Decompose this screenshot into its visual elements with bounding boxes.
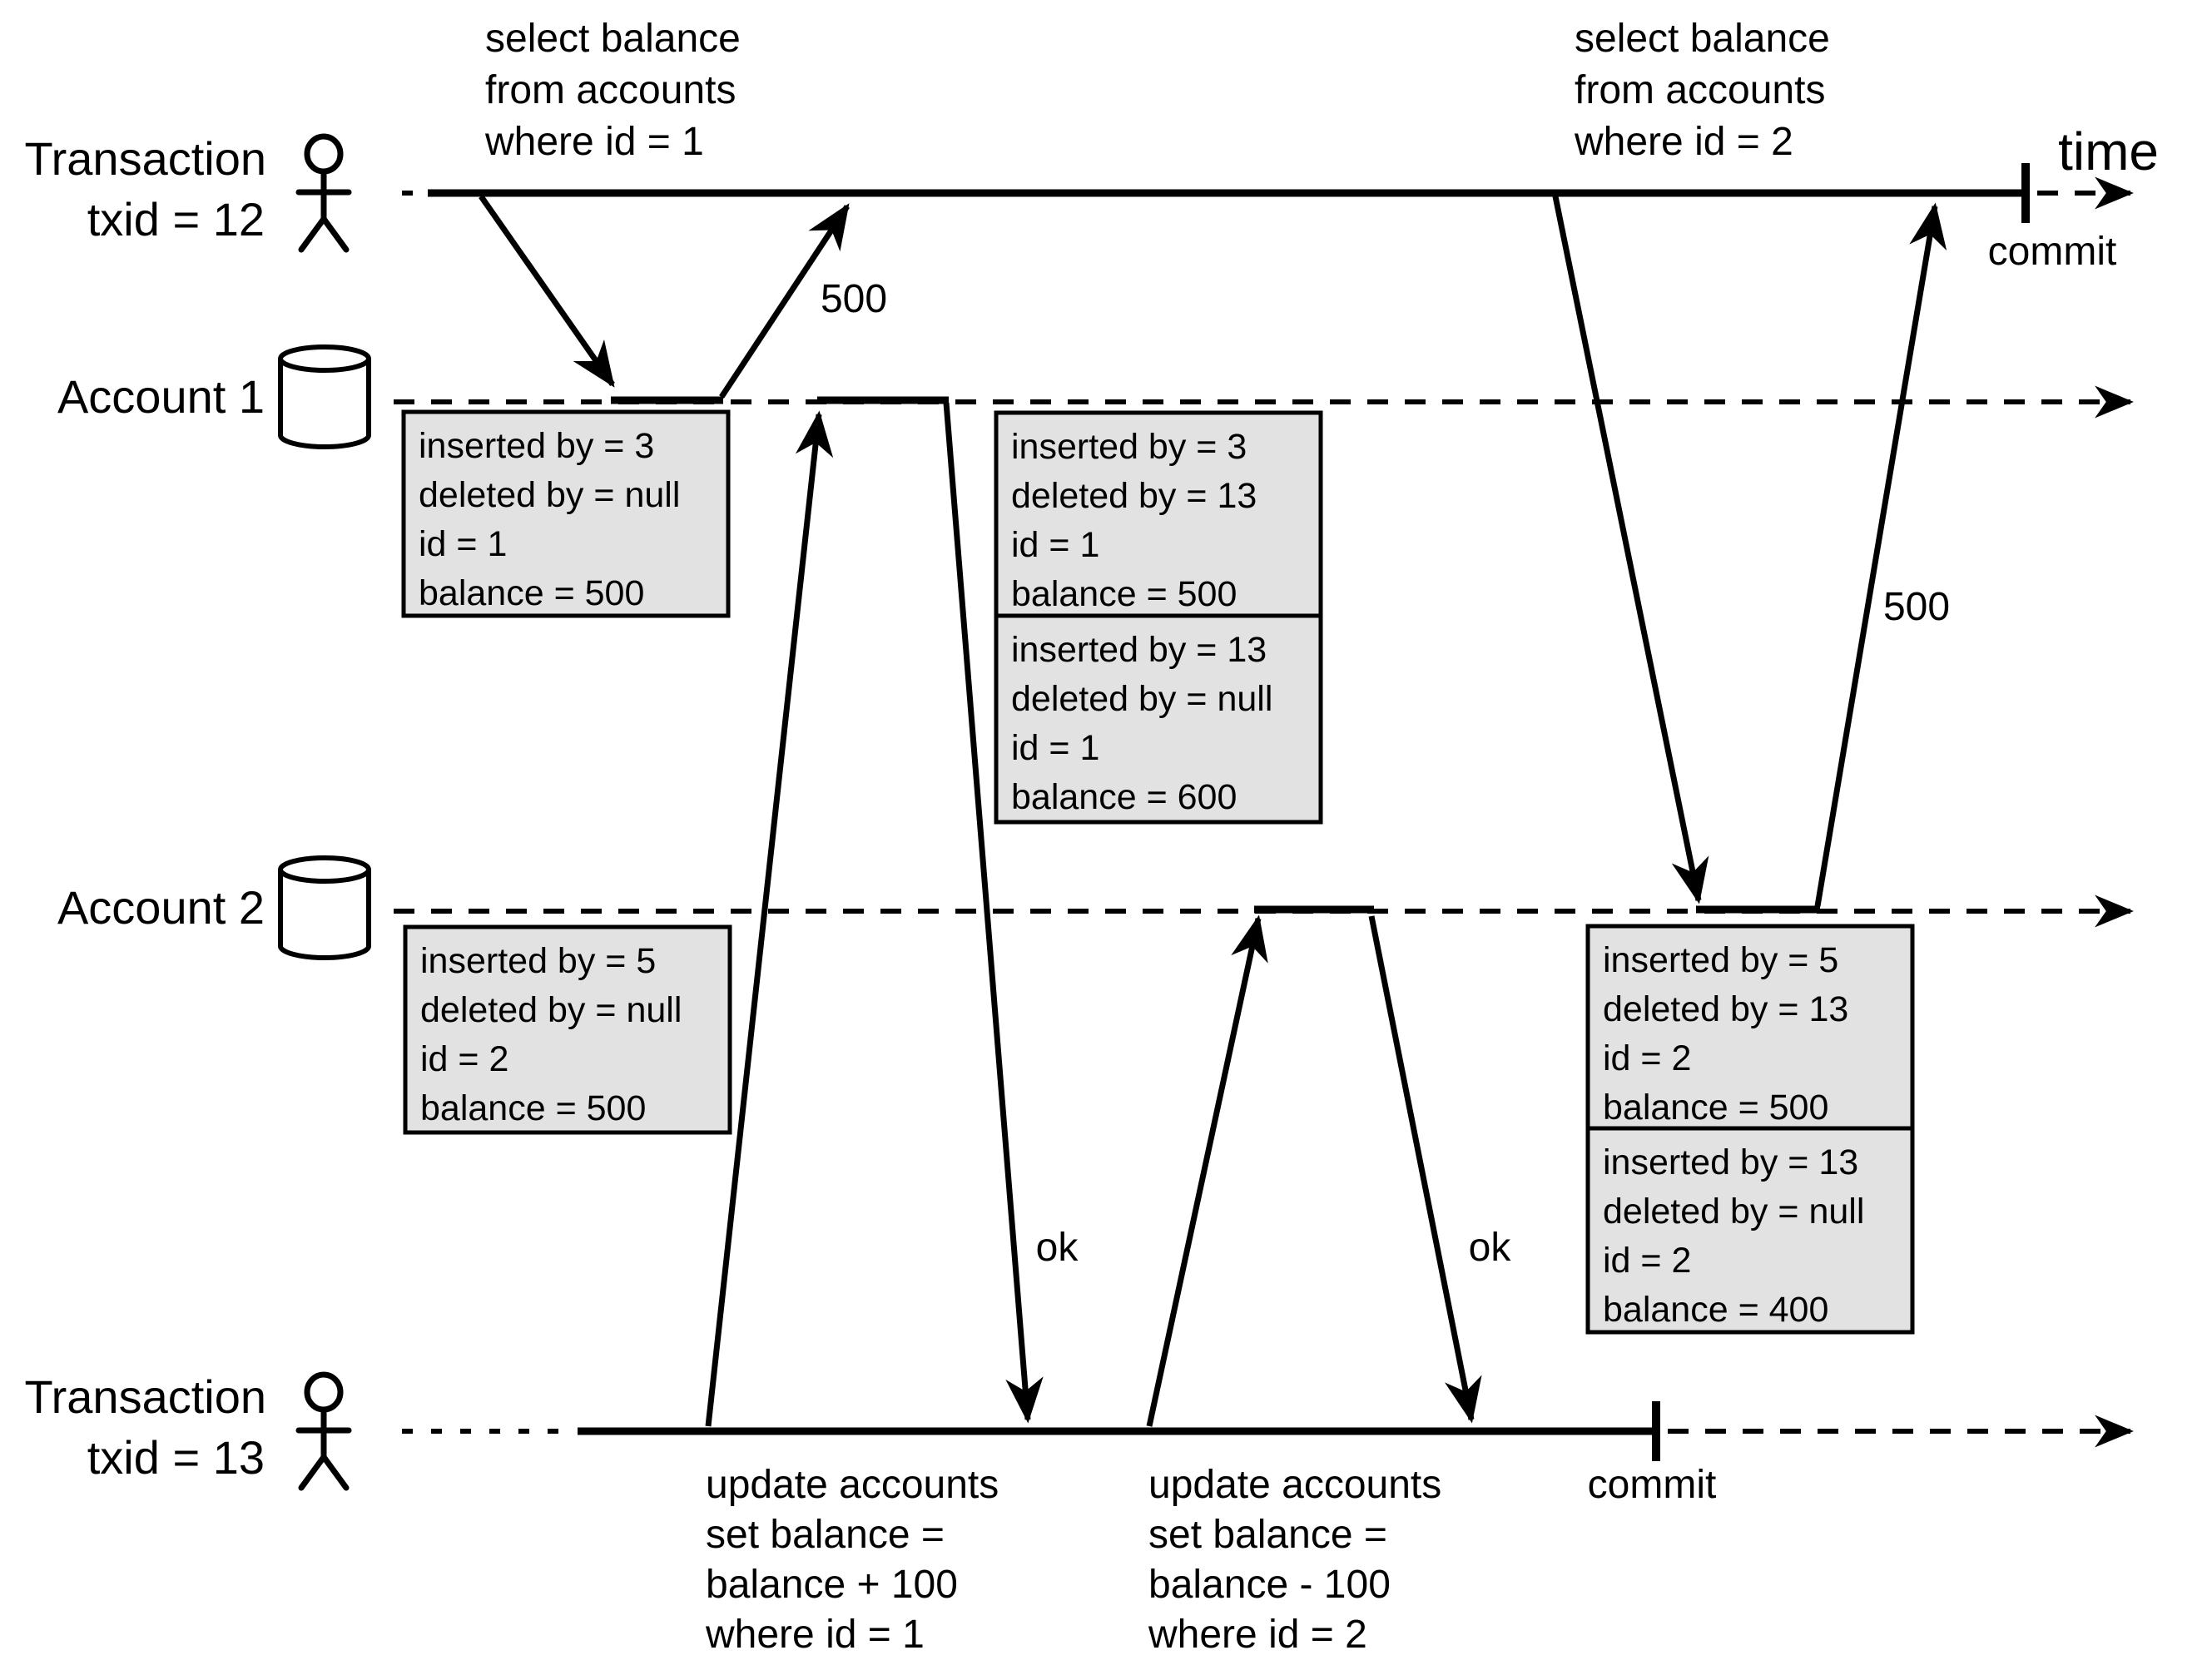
tx13-user-icon bbox=[299, 1375, 349, 1488]
tx13-lane-title: Transaction bbox=[24, 1370, 266, 1423]
record-row: id = 1 bbox=[419, 524, 508, 564]
record-row: inserted by = 5 bbox=[420, 941, 657, 981]
select2-request-arrow bbox=[1555, 196, 1699, 900]
select1-annotation bbox=[484, 17, 741, 164]
account2-lane-title: Account 2 bbox=[57, 881, 265, 934]
record-row: inserted by = 5 bbox=[1603, 940, 1839, 980]
account1-new-record bbox=[996, 616, 1321, 822]
update2-ok-label: ok bbox=[1468, 1226, 1511, 1270]
record-row: balance = 500 bbox=[419, 573, 645, 613]
account1-old-deleted-record bbox=[996, 413, 1321, 616]
record-row: deleted by = null bbox=[420, 990, 682, 1030]
record-row: deleted by = null bbox=[1603, 1192, 1865, 1231]
select2-response-arrow bbox=[1818, 206, 1935, 906]
record-row: balance = 400 bbox=[1603, 1290, 1829, 1330]
update1-line: balance + 100 bbox=[706, 1563, 958, 1607]
update2-line: balance - 100 bbox=[1148, 1563, 1391, 1607]
account2-new-record bbox=[1588, 1128, 1912, 1332]
update2-response-arrow bbox=[1371, 916, 1471, 1420]
time-axis-label: time bbox=[2058, 121, 2159, 181]
update1-ok-label: ok bbox=[1035, 1226, 1079, 1270]
record-row: inserted by = 13 bbox=[1603, 1142, 1859, 1182]
read1-result-label: 500 bbox=[820, 277, 888, 321]
account2-old-deleted-record bbox=[1588, 926, 1912, 1128]
select2-annotation bbox=[1574, 17, 1830, 164]
record-row: inserted by = 13 bbox=[1011, 630, 1267, 670]
select1-line: from accounts bbox=[485, 68, 737, 112]
tx13-lifeline bbox=[402, 1401, 2130, 1461]
record-row: id = 1 bbox=[1011, 525, 1100, 565]
tx12-commit-label: commit bbox=[1987, 230, 2117, 274]
record-row: id = 1 bbox=[1011, 728, 1100, 768]
record-row: id = 2 bbox=[1603, 1241, 1692, 1281]
update1-line: where id = 1 bbox=[706, 1613, 925, 1657]
update1-line: set balance = bbox=[706, 1513, 945, 1557]
update2-line: set balance = bbox=[1148, 1513, 1387, 1557]
record-row: id = 2 bbox=[420, 1039, 509, 1079]
tx12-lane-subtitle: txid = 12 bbox=[87, 193, 265, 245]
update1-annotation bbox=[705, 1463, 999, 1657]
update1-line: update accounts bbox=[706, 1463, 999, 1507]
account2-old-record bbox=[405, 927, 730, 1132]
select2-line: select balance bbox=[1575, 17, 1830, 61]
update2-request-arrow bbox=[1149, 919, 1258, 1426]
update2-line: where id = 2 bbox=[1148, 1613, 1367, 1657]
record-row: inserted by = 3 bbox=[1011, 427, 1247, 467]
tx12-lane-title: Transaction bbox=[24, 132, 266, 185]
record-row: deleted by = null bbox=[1011, 679, 1273, 719]
record-row: id = 2 bbox=[1603, 1038, 1692, 1078]
record-row: deleted by = null bbox=[419, 475, 681, 515]
select2-line: from accounts bbox=[1575, 68, 1826, 112]
account2-database-icon bbox=[280, 858, 369, 958]
record-row: balance = 600 bbox=[1011, 777, 1237, 817]
tx13-commit-label: commit bbox=[1587, 1463, 1717, 1507]
select1-line: select balance bbox=[485, 17, 741, 61]
record-row: balance = 500 bbox=[1603, 1088, 1829, 1127]
update2-annotation bbox=[1148, 1463, 1441, 1657]
record-row: deleted by = 13 bbox=[1603, 989, 1849, 1029]
account1-old-record bbox=[404, 412, 728, 616]
select2-line: where id = 2 bbox=[1575, 120, 1793, 164]
update2-line: update accounts bbox=[1148, 1463, 1442, 1507]
tx12-lifeline bbox=[402, 163, 2130, 223]
select1-request-arrow bbox=[481, 196, 613, 384]
record-row: deleted by = 13 bbox=[1011, 476, 1257, 516]
tx12-user-icon bbox=[299, 136, 349, 250]
account1-database-icon bbox=[280, 347, 369, 447]
select1-line: where id = 1 bbox=[485, 120, 704, 164]
record-row: balance = 500 bbox=[1011, 574, 1237, 614]
tx13-lane-subtitle: txid = 13 bbox=[87, 1431, 265, 1484]
record-row: balance = 500 bbox=[420, 1088, 647, 1128]
read2-result-label: 500 bbox=[1882, 585, 1951, 629]
account1-lane-title: Account 1 bbox=[57, 370, 265, 423]
record-row: inserted by = 3 bbox=[419, 426, 655, 466]
